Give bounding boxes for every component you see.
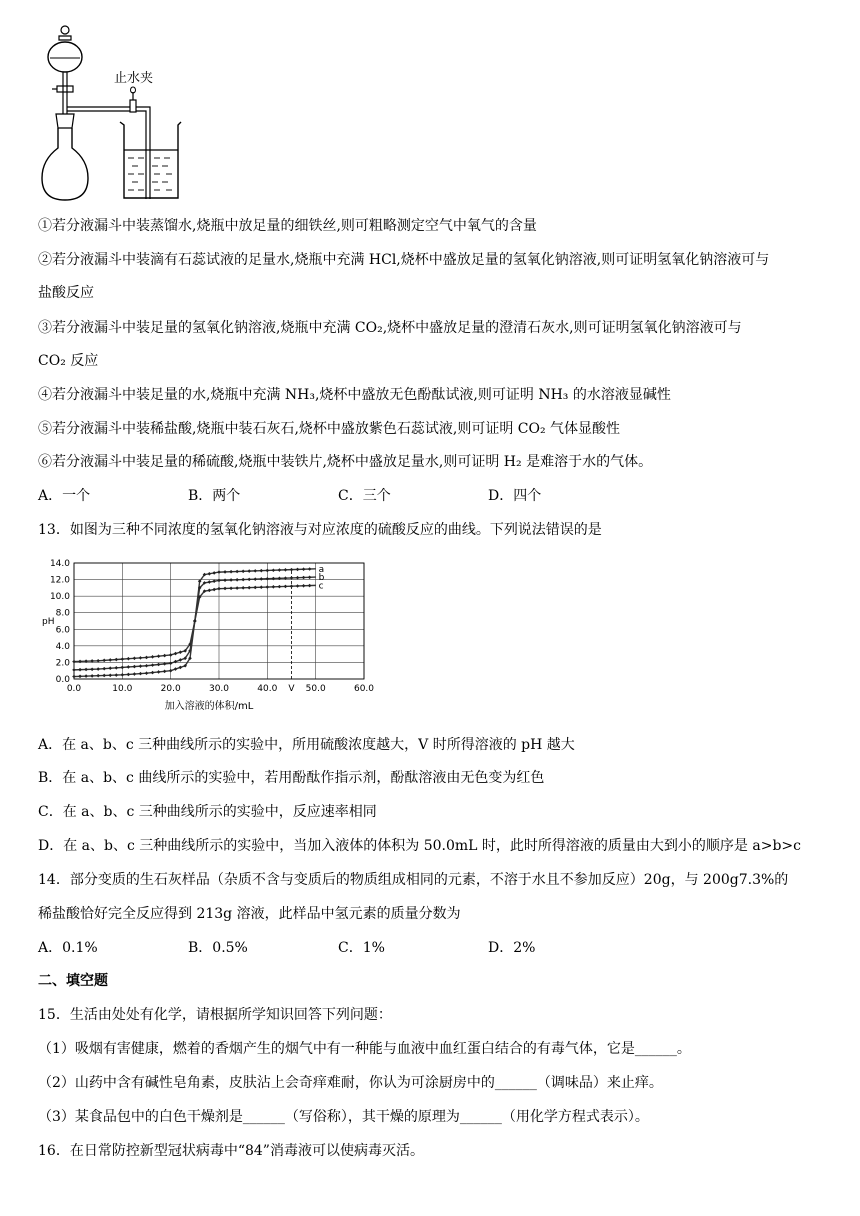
data-point (278, 585, 282, 589)
series-label-a: a (318, 564, 325, 575)
data-point (127, 673, 131, 677)
q12-option-a: A．一个 (38, 488, 91, 504)
data-point (145, 664, 149, 668)
data-point (145, 671, 149, 675)
data-point (208, 589, 212, 593)
x-tick-label: 50.0 (305, 684, 326, 694)
clamp-label: 止水夹 (114, 71, 154, 86)
data-point (121, 673, 125, 677)
data-point (72, 675, 76, 679)
series-label-c: c (318, 581, 324, 592)
data-point (212, 588, 216, 592)
data-point (259, 585, 263, 589)
q14-option-d: D．2% (488, 940, 536, 956)
data-point (121, 666, 125, 670)
series-line-c (74, 585, 316, 676)
data-point (139, 672, 143, 676)
y-tick-label: 0.0 (55, 675, 70, 685)
data-point (133, 665, 137, 669)
q14-option-c: C．1% (338, 940, 385, 956)
data-point (139, 656, 143, 660)
q15-part2: （2）山药中含有碱性皂角素，皮肤沾上会奇痒难耐，你认为可涂厨房中的______（调味品）来止痒。 (38, 1075, 663, 1091)
data-point (157, 663, 161, 667)
y-tick-label: 12.0 (49, 575, 70, 586)
data-point (241, 586, 245, 590)
data-point (169, 653, 173, 657)
data-point (235, 578, 239, 582)
y-tick-label: 4.0 (55, 641, 70, 652)
data-point (151, 663, 155, 667)
data-point (259, 577, 263, 581)
data-point (284, 568, 288, 572)
q13-option-a: A．在 a、b、c 三种曲线所示的实验中，所用硫酸浓度越大，V 时所得溶液的 pH 越大 (38, 737, 575, 753)
data-point (235, 570, 239, 574)
q12-option-d: D．四个 (488, 488, 542, 504)
data-point (193, 619, 197, 623)
q15-stem: 15．生活由处处有化学，请根据所学知识回答下列问题： (38, 1007, 392, 1023)
data-point (229, 586, 233, 590)
data-point (174, 652, 178, 656)
data-point (102, 659, 106, 663)
chart-series (72, 567, 315, 678)
data-point (78, 668, 82, 672)
q15-part3: （3）某食品包中的白色干燥剂是______（写俗称），其干燥的原理为______（用化学方程式表示）。 (38, 1109, 649, 1125)
data-point (78, 675, 82, 679)
data-point (96, 667, 100, 671)
q14-stem-line2: 稀盐酸恰好完全反应得到 213g 溶液，此样品中氢元素的质量分数为 (38, 906, 461, 922)
data-point (290, 568, 294, 572)
data-point (169, 661, 173, 665)
q13-option-d: D．在 a、b、c 三种曲线所示的实验中，当加入液体的体积为 50.0mL 时，此时所得溶液的质量由大到小的顺序是 a>b>c (38, 838, 801, 854)
q14-option-b: B．0.5% (188, 940, 248, 956)
statement-1: ①若分液漏斗中装蒸馏水,烧瓶中放足量的细铁丝,则可粗略测定空气中氧气的含量 (38, 218, 537, 234)
x-tick-label: 30.0 (208, 684, 230, 694)
statement-3-cont: CO₂ 反应 (38, 353, 99, 369)
series-line-a (74, 569, 316, 662)
y-tick-label: 10.0 (49, 592, 70, 603)
q13-stem: 13．如图为三种不同浓度的氢氧化钠溶液与对应浓度的硫酸反应的曲线。下列说法错误的是 (38, 522, 602, 538)
y-tick-label: 8.0 (55, 608, 70, 619)
data-point (151, 655, 155, 659)
data-point (114, 673, 118, 677)
data-point (302, 567, 306, 571)
data-point (72, 660, 76, 664)
data-point (296, 568, 300, 572)
data-point (302, 576, 306, 580)
data-point (157, 654, 161, 658)
data-point (102, 667, 106, 671)
data-point (90, 674, 94, 678)
y-tick-label: 6.0 (55, 625, 70, 636)
data-point (114, 658, 118, 662)
data-point (235, 586, 239, 590)
data-point (145, 656, 149, 660)
data-point (253, 577, 257, 581)
statement-5: ⑤若分液漏斗中装稀盐酸,烧瓶中装石灰石,烧杯中盛放紫色石蕊试液,则可证明 CO₂ 气体显酸性 (38, 421, 621, 437)
data-point (179, 650, 183, 654)
data-point (208, 580, 212, 584)
data-point (278, 568, 282, 572)
statement-4: ④若分液漏斗中装足量的水,烧瓶中充满 NH₃,烧杯中盛放无色酚酞试液,则可证明 NH₃ 的水溶液显碱性 (38, 387, 671, 403)
data-point (223, 570, 227, 574)
data-point (179, 666, 183, 670)
x-tick-label: 20.0 (160, 684, 181, 694)
data-point (96, 674, 100, 678)
statement-2-cont: 盐酸反应 (38, 285, 94, 301)
data-point (212, 579, 216, 583)
data-point (272, 585, 276, 589)
data-point (139, 664, 143, 668)
data-point (217, 587, 221, 591)
data-point (253, 569, 257, 573)
data-point (121, 657, 125, 661)
statement-3: ③若分液漏斗中装足量的氢氧化钠溶液,烧瓶中充满 CO₂,烧杯中盛放足量的澄清石灰水,则可证明氢氧化钠溶液可与 (38, 320, 742, 336)
data-point (96, 659, 100, 663)
q12-option-b: B．两个 (188, 488, 241, 504)
data-point (217, 570, 221, 574)
data-point (217, 579, 221, 583)
data-point (127, 657, 131, 661)
data-point (247, 578, 251, 582)
data-point (174, 667, 178, 671)
data-point (114, 666, 118, 670)
data-point (247, 586, 251, 590)
data-point (266, 585, 270, 589)
data-point (296, 576, 300, 580)
data-point (157, 670, 161, 674)
data-point (108, 658, 112, 662)
q12-option-c: C．三个 (338, 488, 391, 504)
data-point (223, 578, 227, 582)
x-tick-label: 60.0 (353, 684, 375, 694)
data-point (302, 584, 306, 588)
data-point (163, 670, 167, 674)
statement-2: ②若分液漏斗中装滴有石蕊试液的足量水,烧瓶中充满 HCl,烧杯中盛放足量的氢氧化钠溶液,则可证明氢氧化钠溶液可与 (38, 252, 770, 268)
data-point (133, 656, 137, 660)
data-point (241, 578, 245, 582)
data-point (102, 674, 106, 678)
series-label-b: b (318, 573, 325, 584)
data-point (169, 669, 173, 673)
data-point (84, 668, 88, 672)
x-tick-label: 0.0 (66, 684, 82, 694)
data-point (296, 584, 300, 588)
data-point (308, 575, 312, 579)
q14-option-a: A．0.1% (38, 940, 98, 956)
data-point (259, 569, 263, 573)
data-point (151, 671, 155, 675)
q14-stem-line1: 14．部分变质的生石灰样品（杂质不含与变质后的物质组成相同的元素，不溶于水且不参加反应）20g，与 200g7.3%的 (38, 872, 789, 888)
data-point (308, 584, 312, 588)
data-point (108, 666, 112, 670)
data-point (127, 665, 131, 669)
data-point (229, 578, 233, 582)
q15-part1: （1）吸烟有害健康，燃着的香烟产生的烟气中有一种能与血液中血红蛋白结合的有毒气体，它是______。 (38, 1041, 691, 1057)
data-point (290, 584, 294, 588)
data-point (179, 658, 183, 662)
data-point (174, 660, 178, 664)
x-tick-label: 40.0 (257, 684, 278, 694)
v-marker-label: V (288, 684, 295, 694)
data-point (72, 668, 76, 672)
data-point (266, 569, 270, 573)
q13-option-c: C．在 a、b、c 三种曲线所示的实验中，反应速率相同 (38, 804, 377, 820)
x-axis-label: 加入溶液的体积/mL (164, 701, 254, 712)
q13-option-b: B．在 a、b、c 曲线所示的实验中，若用酚酞作指示剂，酚酞溶液由无色变为红色 (38, 770, 545, 786)
section-heading: 二、填空题 (38, 973, 108, 989)
q16-stem: 16．在日常防控新型冠状病毒中“84”消毒液可以使病毒灭活。 (38, 1143, 424, 1159)
x-tick-label: 10.0 (112, 684, 133, 694)
data-point (90, 667, 94, 671)
data-point (266, 577, 270, 581)
data-point (229, 570, 233, 574)
data-point (284, 585, 288, 589)
data-point (133, 672, 137, 676)
data-point (290, 576, 294, 580)
apparatus-diagram (38, 10, 238, 205)
data-point (272, 568, 276, 572)
y-tick-label: 14.0 (49, 559, 70, 569)
data-point (247, 569, 251, 573)
data-point (241, 569, 245, 573)
data-point (208, 572, 212, 576)
data-point (212, 571, 216, 575)
data-point (223, 587, 227, 591)
data-point (163, 654, 167, 658)
data-point (308, 567, 312, 571)
ph-titration-chart (38, 555, 383, 720)
data-point (108, 673, 112, 677)
data-point (253, 586, 257, 590)
y-axis-label: pH (42, 617, 55, 627)
y-tick-label: 2.0 (55, 658, 70, 669)
statement-6: ⑥若分液漏斗中装足量的稀硫酸,烧瓶中装铁片,烧杯中盛放足量水,则可证明 H₂ 是难溶于水的气体。 (38, 454, 653, 470)
data-point (84, 674, 88, 678)
